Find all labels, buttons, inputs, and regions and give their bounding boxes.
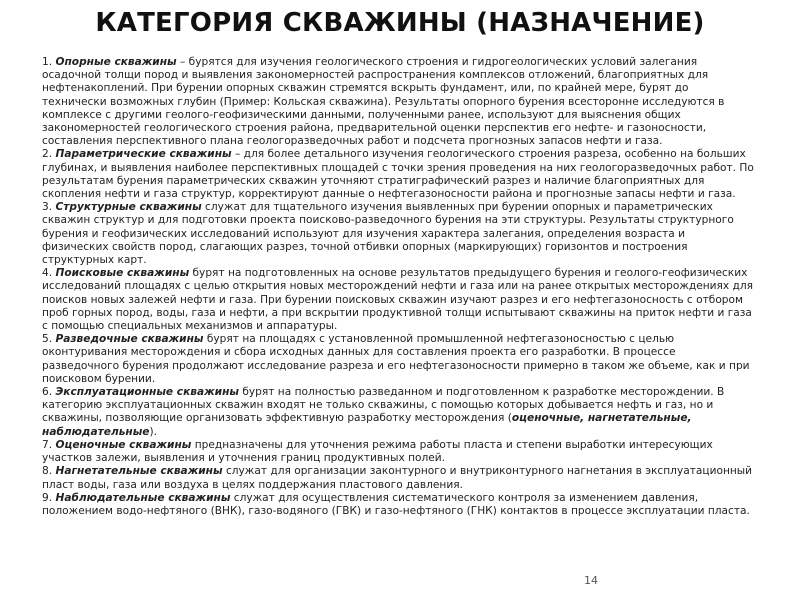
list-item xyxy=(42,267,754,333)
page-title: КАТЕГОРИЯ СКВАЖИНЫ (НАЗНАЧЕНИЕ) xyxy=(95,8,705,38)
item-text: бурят на полностью разведанном и подготовленном к разработке месторождении. В категорию эксплуатационных скважин входят не только скважины, с помощью которых добывается нефть и газ, но и скважины, позволяющие организовать эффективную разработку месторождения ( xyxy=(42,386,725,425)
item-text: бурят на подготовленных на основе результатов предыдущего бурения и геолого-геофизических исследований площадях с целью открытия новых месторождений нефти и газа или на ранее открытых месторождениях для поисков новых залежей нефти и газа. При бурении поисковых скважин изучают разрез и его нефтегазоносность с отбором проб горных пород, воды, газа и нефти, а при вскрытии продуктивной толщи испытывают скважины на приток нефти и газа с помощью специальных механизмов и аппаратуры. xyxy=(42,267,754,333)
item-number: 6. xyxy=(42,386,53,399)
item-term: Разведочные скважины xyxy=(55,333,204,346)
list-item xyxy=(42,386,754,439)
item-number: 4. xyxy=(42,267,53,280)
item-number: 8. xyxy=(42,465,53,478)
item-term: Параметрические скважины xyxy=(55,148,232,161)
item-number: 9. xyxy=(42,491,53,504)
item-text: служат для тщательного изучения выявленных при бурении опорных и параметрических скважин структур и для подготовки проекта поисково-разведочного бурения на эти структуры. Результаты структурного бурения и геофизических исследований используют для изучения характера залегания, определения возраста и физических свойств пород, слагающих разрез, точной отбивки опорных (маркирующих) горизонтов и построения структурных карт. xyxy=(42,201,734,267)
item-number: 2. xyxy=(42,148,53,161)
item-term: Оценочные скважины xyxy=(55,438,192,451)
item-term: Опорные скважины xyxy=(55,56,177,68)
item-number: 1. xyxy=(42,56,53,68)
definitions-list xyxy=(42,56,754,518)
list-item xyxy=(42,56,754,148)
item-term: Наблюдательные скважины xyxy=(55,491,231,504)
list-item xyxy=(42,148,754,201)
item-text: бурят на площадях с установленной промышленной нефтегазоносностью с целью оконтуривания месторождения и сбора исходных данных для составления проекта его разработки. В процессе разведочного бурения продолжают исследование разреза и его нефтегазоносности примерно в таком же объеме, как и при поисковом бурении. xyxy=(42,333,750,385)
item-term: Эксплуатационные скважины xyxy=(55,386,239,399)
list-item xyxy=(42,201,754,267)
list-item xyxy=(42,465,754,491)
item-text: предназначены для уточнения режима работы пласта и степени выработки интересующих участков залежи, выявления и уточнения границ продуктивных полей. xyxy=(42,438,713,465)
item-tail: ). xyxy=(149,425,158,438)
item-text: – бурятся для изучения геологического строения и гидрогеологических условий залегания осадочной толщи пород и выявления закономерностей распространения комплексов отложений, благоприятных для нефтенакоплений. При бурении опорных скважин стремятся вскрыть фундамент, или, по крайней мере, бурят до технически возможных глубин (Пример: Кольская скважина). Результаты опорного бурения всесторонне исследуются в комплексе с другими геолого-геофизическими данными, полученными ранее, используют для выяснения общих закономерностей геологического строения района, предварительной оценки перспектив его нефте- и газоносности, составления перспективного плана геологоразведочных работ и подсчета прогнозных запасов нефти и газа. xyxy=(42,56,725,148)
list-item xyxy=(42,333,754,386)
page-number: 14 xyxy=(584,574,598,587)
item-text: служат для организации законтурного и внутриконтурного нагнетания в эксплуатационный пласт воды, газа или воздуха в целях поддержания пластового давления. xyxy=(42,465,753,491)
list-item xyxy=(42,439,754,465)
item-text: служат для осуществления систематического контроля за изменением давления, положением водо-нефтяного (ВНК), газо-водяного (ГВК) и газо-нефтяного (ГНК) контактов в процессе эксплуатации пласта. xyxy=(42,491,750,517)
list-item xyxy=(42,492,754,518)
item-text: – для более детального изучения геологического строения разреза, особенно на больших глубинах, и выявления наиболее перспективных площадей с точки зрения проведения на них геологоразведочных работ. По результатам бурения параметрических скважин уточняют стратиграфический разрез и наличие благоприятных для скопления нефти и газа структур, корректируют данные о нефтегазоносности района и прогнозные запасы нефти и газа. xyxy=(42,148,754,201)
item-number: 3. xyxy=(42,201,53,214)
item-sub-terms: оценочные, нагнетательные, наблюдательные xyxy=(42,412,692,438)
item-term: Структурные скважины xyxy=(55,201,202,214)
item-number: 5. xyxy=(42,333,53,346)
item-term: Поисковые скважины xyxy=(55,267,190,280)
item-number: 7. xyxy=(42,438,53,451)
item-term: Нагнетательные скважины xyxy=(55,465,223,478)
